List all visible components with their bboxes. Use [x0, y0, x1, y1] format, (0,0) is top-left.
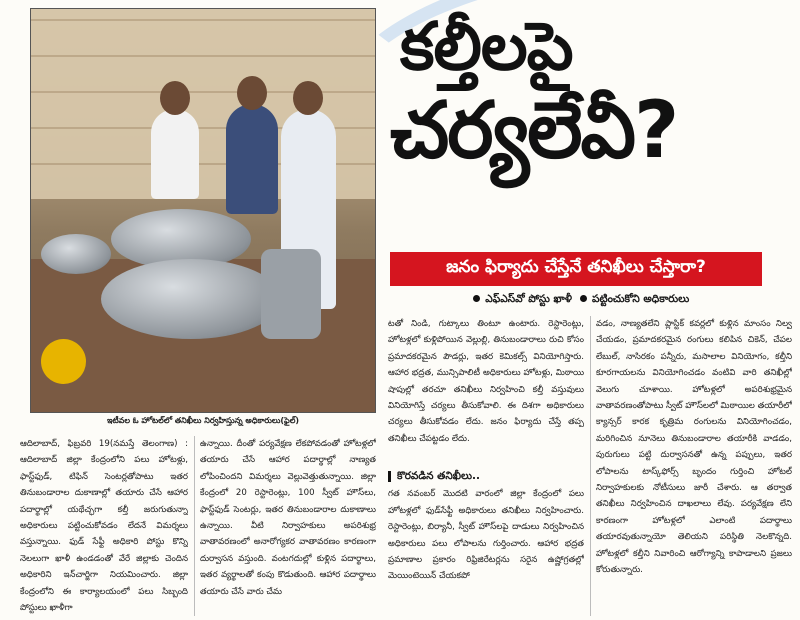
photo-pot [41, 339, 86, 384]
photo-vessel [101, 259, 281, 339]
column-text: గత నవంబర్ మొదటి వారంలో జిల్లా కేంద్రంలో పలు హోటళ్లలో ఫుడ్‌సేఫ్టీ అధికారులు తనిఖీలు నిర్వహించారు. రెస్టారెంట్లు, బిర్యానీ, స్వీట్ హౌస్‌లపై దాడులు నిర్వహించిన అధికారులు పలు లోపాలను గుర్తించారు. ఆహార భద్రత ప్రమాణాల ప్రకారం రిఫ్రిజిరేటర్లను సరైన ఉష్ణోగ్రతల్లో మెయింటెయిన్ చేయకపో [388, 489, 584, 582]
bullet-icon [580, 295, 587, 302]
column-divider [590, 316, 591, 616]
photo-vessel [41, 234, 111, 274]
byline-right [580, 293, 780, 311]
photo-person-2 [226, 104, 278, 214]
photo-caption: ఇటీవల ఓ హోటల్‌లో తనిఖీలు నిర్వహిస్తున్న అధికారులు(ఫైల్) [106, 416, 300, 425]
section-heading [388, 468, 584, 484]
bylines [390, 293, 790, 311]
subheading-text: జనం ఫిర్యాదు చేస్తేనే తనిఖీలు చేస్తారా? [446, 257, 706, 277]
photo-head-1 [160, 81, 190, 115]
bullet-icon [473, 295, 480, 302]
column-text: ఉన్నాయి. దీంతో పర్యవేక్షణ లేకపోవడంతో హోటళ్లలో తయారు చేసే ఆహార పదార్థాల్లో నాణ్యత లోపించిందని విమర్శలు వెల్లువెత్తుతున్నాయి. జిల్లా కేంద్రంలో 20 రెస్టారెంట్లు, 100 స్వీట్ హౌస్‌లు, ఫాస్ట్‌ఫుడ్ సెంటర్లు, ఇతర తినుబండారాల దుకాణాలు ఉన్నాయి. వీటి నిర్వాహకులు అపరిశుభ్ర వాతావరణంలో అనారోగ్యకర వాతావరణం కారణంగా దుర్వాసన వస్తుంది. వంటగదుల్లో కుళ్లిన పదార్థాలు, ఇతర వ్యర్థాలతో కంపు కొడుతుంది. ఆహార పదార్థాలు తయారు చేసే వారు చేమ [200, 439, 376, 597]
photo-person-1 [151, 109, 199, 199]
article-column-4 [596, 316, 792, 616]
section-heading-text: కొరవడిన తనిఖీలు.. [397, 470, 481, 482]
article-column-3 [388, 316, 584, 616]
headline [390, 8, 790, 176]
column-text: ఆదిలాబాద్, ఫిబ్రవరి 19(నమస్తే తెలంగాణ) : ఆదిలాబాద్ జిల్లా కేంద్రంలోని పలు హోటళ్లు, ఫాస్ట్‌ఫుడ్, టిఫిన్ సెంటర్లతోపాటు ఇతర తినుబండారాల దుకాణాల్లో తయారు చేసే ఆహార పదార్థాల్లో యథేచ్ఛగా కల్తీ జరుగుతున్నా అధికారులు పట్టించుకోవడం లేదనే విమర్శలు వస్తున్నాయి. ఫుడ్ సేఫ్టీ అధికారి పోస్టు కొన్ని నెలలుగా ఖాళీ ఉండడంతో వేరే జిల్లాకు చెందిన అధికారిని ఇన్‌చార్జిగా నియమించారు. జిల్లా కేంద్రంలోని ఈ కార్యాలయంలో పలు సిబ్బంది పోస్టులు ఖాళీగా [20, 439, 188, 614]
column-divider [194, 436, 195, 616]
subheading-banner [390, 252, 762, 286]
byline-left-text: ఎఫ్‌ఎస్‌వో పోస్టు ఖాళీ [485, 293, 572, 305]
photo-head-2 [237, 76, 267, 110]
photo-head-3 [293, 81, 323, 115]
byline-right-text: పట్టించుకోని అధికారులు [592, 293, 690, 305]
section-bar-icon [388, 471, 391, 482]
headline-line-2: చర్యలేవీ? [390, 86, 678, 176]
article-column-1 [20, 436, 188, 616]
headline-line-1: కల్తీలపై [400, 8, 573, 85]
column-text: టతో నిండి, గుట్కాలు తింటూ ఉంటారు. రెస్టారెంట్లు, హోటళ్లలో కుళ్లిపోయిన వెల్లుల్లి, తినుబండారాలు రుచి కోసం ప్రమాదకరమైన పౌడర్లు, ఇతర కెమికల్స్ వినియోగిస్తారు. ఆహార భద్రత, మున్సిపాలిటీ అధికారులు హోటళ్లు, మిఠాయి షాపుల్లో తరచూ తనిఖీలు నిర్వహించి కల్తీ వస్తువులు వినియోగిస్తే చర్యలు తీసుకోవాలి. ఈ దిశగా అధికారులు చర్యలు తీసుకోవడం లేదు. జనం ఫిర్యాదు చేస్తే తప్ప తనిఖీలు చేపట్టడం లేదు. [388, 319, 584, 444]
article-column-2 [200, 436, 376, 616]
article-photo [30, 8, 376, 413]
column-text: వడం, నాణ్యతలేని ప్లాస్టిక్ కవర్లలో కుళ్లిన మాంసం నిల్వ చేయడం, ప్రమాదకరమైన రంగులు కలిపిన చికెన్, చేపల లేబుల్, నాసిరకం పన్నీరు, మసాలాల వినియోగం, కల్తీని కూరగాయలను వినియోగించడం వంటివి వారి తనిఖీల్లో వెలుగు చూశాయి. హోటళ్లలో అపరిశుభ్రమైన వాతావరణంతోపాటు స్వీట్ హౌస్‌లలో మిఠాయిల తయారీలో క్యాన్సర్ కారక కృత్రిమ రంగులను వినియోగించడం, మరిగించిన నూనెలు తినుబండారాల తయారీకి వాడడం, పురుగులు పట్టి దుర్వాసనతో ఉన్న పప్పులు, ఇతర లోపాలను టాస్క్‌ఫోర్స్ బృందం గుర్తించి హోటల్ నిర్వాహకులకు నోటీసులు జారీ చేశారు. ఆ తర్వాత తనిఖీలు నిర్వహించిన దాఖలాలు లేవు. పర్యవేక్షణ లేని కారణంగా హోటళ్లలో ఎలాంటి పదార్థాలు తయారవుతున్నాయో తెలియని పరిస్థితి నెలకొన్నది. హోటళ్లలో కల్తీని నివారించి ఆరోగ్యాన్ని కాపాడాలని ప్రజలు కోరుతున్నారు. [596, 319, 792, 576]
byline-left [390, 293, 580, 311]
photo-vessel [261, 249, 321, 339]
